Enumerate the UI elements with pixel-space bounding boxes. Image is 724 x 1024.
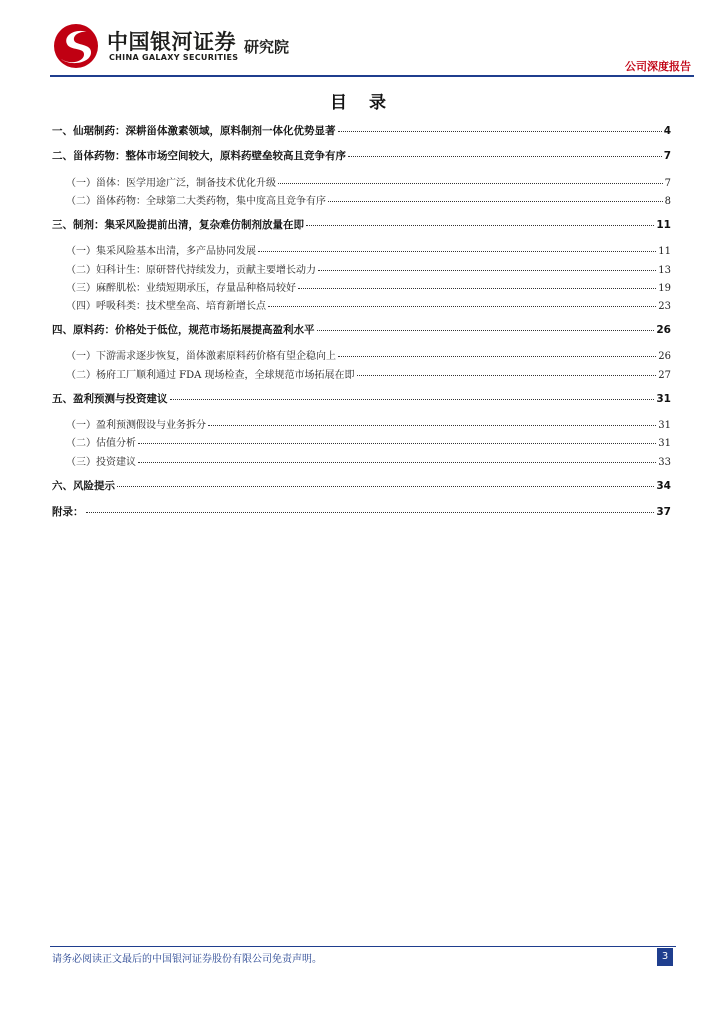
footer-divider [50, 946, 676, 947]
toc-entry-title: （二）杨府工厂顺利通过 FDA 现场检查，全球规范市场拓展在即 [66, 370, 355, 381]
toc-entry[interactable] [52, 391, 671, 407]
toc-entry[interactable] [52, 416, 671, 432]
institute-label: 研究院 [244, 38, 290, 56]
dot-leader [318, 262, 656, 271]
toc-entry-title: （二）妇科计生：原研替代持续发力，贡献主要增长动力 [66, 265, 316, 276]
toc-entry-title: 三、制剂：集采风险提前出清，复杂难仿制剂放量在即 [52, 219, 304, 231]
toc-entry[interactable] [52, 297, 671, 313]
footer-disclaimer: 请务必阅读正文最后的中国银河证券股份有限公司免责声明。 [52, 954, 322, 965]
toc-entry-page: 37 [656, 506, 671, 518]
toc-entry-title: 一、仙琚制药：深耕甾体激素领域，原料制剂一体化优势显著 [52, 125, 336, 137]
toc-entry-page: 33 [658, 457, 671, 468]
toc-entry-page: 31 [658, 438, 671, 449]
toc-entry[interactable] [52, 434, 671, 450]
dot-leader [208, 417, 656, 426]
toc-entry[interactable] [52, 242, 671, 258]
toc-entry-title: （四）呼吸科类：技术壁垒高、培育新增长点 [66, 301, 266, 312]
toc-entry-page: 34 [656, 480, 671, 492]
dot-leader [317, 322, 655, 331]
dot-leader [258, 243, 656, 252]
toc-entry[interactable] [52, 504, 671, 520]
toc-entry[interactable] [52, 148, 671, 164]
toc-entry[interactable] [52, 217, 671, 233]
toc-entry[interactable] [52, 366, 671, 382]
toc-entry-page: 4 [663, 125, 671, 137]
dot-leader [328, 193, 663, 202]
toc-entry[interactable] [52, 279, 671, 295]
dot-leader [117, 478, 654, 487]
toc-entry[interactable] [52, 174, 671, 190]
toc-entry-title: （一）下游需求逐步恢复，甾体激素原料药价格有望企稳向上 [66, 351, 336, 362]
dot-leader [170, 391, 655, 400]
toc-entry-title: （一）盈利预测假设与业务拆分 [66, 420, 206, 431]
toc-entry-title: （二）估值分析 [66, 438, 136, 449]
toc-entry[interactable] [52, 478, 671, 494]
toc-entry-page: 11 [658, 246, 671, 257]
toc-entry-title: （一）甾体：医学用途广泛，制备技术优化升级 [66, 178, 276, 189]
toc-entry-title: 六、风险提示 [52, 480, 115, 492]
brand-name-en: CHINA GALAXY SECURITIES [109, 53, 239, 62]
toc-entry-page: 27 [658, 370, 671, 381]
header-divider [50, 75, 694, 77]
toc-entry-title: （二）甾体药物：全球第二大类药物，集中度高且竞争有序 [66, 196, 326, 207]
dot-leader [348, 148, 662, 157]
brand-name-cn: 中国银河证券 [107, 30, 236, 54]
toc-entry-title: 五、盈利预测与投资建议 [52, 393, 168, 405]
toc-entry-page: 31 [656, 393, 671, 405]
toc-entry-page: 26 [656, 324, 671, 336]
toc-entry[interactable] [52, 123, 671, 139]
company-logo [50, 22, 102, 70]
dot-leader [138, 454, 656, 463]
toc-entry-page: 7 [664, 178, 671, 189]
toc-entry-page: 13 [658, 265, 671, 276]
toc-entry-page: 19 [658, 283, 671, 294]
toc-entry[interactable] [52, 453, 671, 469]
dot-leader [138, 435, 656, 444]
toc-entry-page: 7 [663, 150, 671, 162]
dot-leader [278, 175, 663, 184]
dot-leader [338, 123, 662, 132]
page-number: 3 [657, 948, 673, 966]
toc-entry-title: （一）集采风险基本出清，多产品协同发展 [66, 246, 256, 257]
toc-entry-title: （三）投资建议 [66, 457, 136, 468]
toc-entry[interactable] [52, 347, 671, 363]
toc-entry[interactable] [52, 261, 671, 277]
toc-entry-page: 8 [664, 196, 671, 207]
dot-leader [86, 504, 655, 513]
toc-entry-page: 26 [658, 351, 671, 362]
dot-leader [338, 348, 656, 357]
report-type-label: 公司深度报告 [625, 60, 691, 73]
toc-title: 目 录 [330, 93, 394, 113]
toc-entry-title: 附录： [52, 506, 84, 518]
toc-entry-title: 四、原料药：价格处于低位，规范市场拓展提高盈利水平 [52, 324, 315, 336]
toc-entry-page: 23 [658, 301, 671, 312]
toc-entry-page: 31 [658, 420, 671, 431]
dot-leader [268, 298, 656, 307]
toc-entry[interactable] [52, 192, 671, 208]
toc-entry[interactable] [52, 322, 671, 338]
dot-leader [306, 217, 654, 226]
dot-leader [298, 280, 656, 289]
toc-entry-page: 11 [656, 219, 671, 231]
toc-entry-title: （三）麻醉肌松：业绩短期承压，存量品种格局较好 [66, 283, 296, 294]
dot-leader [357, 367, 657, 376]
toc-entry-title: 二、甾体药物：整体市场空间较大，原料药壁垒较高且竞争有序 [52, 150, 346, 162]
